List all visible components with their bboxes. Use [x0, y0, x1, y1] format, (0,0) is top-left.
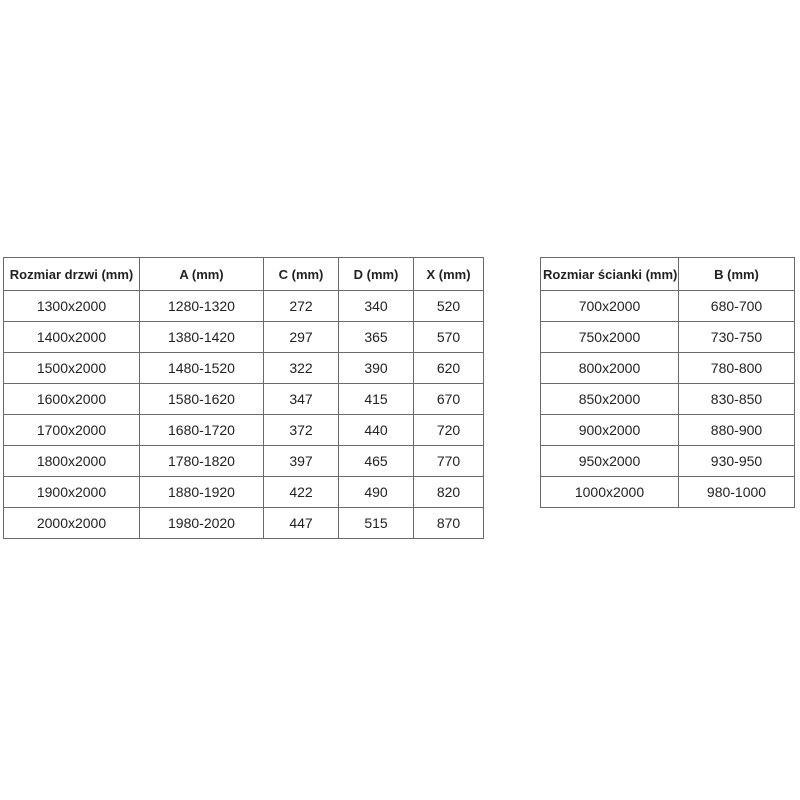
table-cell: 365: [339, 322, 414, 353]
table-cell: 670: [414, 384, 484, 415]
table-row: [4, 508, 484, 539]
column-header: C (mm): [264, 258, 339, 291]
table-row: [4, 291, 484, 322]
column-header: X (mm): [414, 258, 484, 291]
table-cell: 1600x2000: [4, 384, 140, 415]
table-cell: 720: [414, 415, 484, 446]
wall-size-table-body: [541, 291, 795, 508]
table-cell: 980-1000: [679, 477, 795, 508]
table-cell: 447: [264, 508, 339, 539]
table-cell: 440: [339, 415, 414, 446]
table-row: [541, 415, 795, 446]
table-cell: 1700x2000: [4, 415, 140, 446]
table-row: [541, 384, 795, 415]
wall-size-table-header: [541, 258, 795, 291]
table-cell: 422: [264, 477, 339, 508]
table-cell: 680-700: [679, 291, 795, 322]
table-cell: 1900x2000: [4, 477, 140, 508]
wall-size-table: [540, 257, 795, 508]
table-cell: 322: [264, 353, 339, 384]
table-row: [541, 353, 795, 384]
table-row: [541, 322, 795, 353]
table-cell: 1780-1820: [140, 446, 264, 477]
table-cell: 490: [339, 477, 414, 508]
table-cell: 2000x2000: [4, 508, 140, 539]
table-cell: 297: [264, 322, 339, 353]
table-row: [4, 415, 484, 446]
table-cell: 1680-1720: [140, 415, 264, 446]
table-cell: 1880-1920: [140, 477, 264, 508]
table-row: [4, 384, 484, 415]
table-cell: 730-750: [679, 322, 795, 353]
table-cell: 272: [264, 291, 339, 322]
table-cell: 1800x2000: [4, 446, 140, 477]
table-cell: 800x2000: [541, 353, 679, 384]
table-cell: 850x2000: [541, 384, 679, 415]
table-cell: 415: [339, 384, 414, 415]
table-cell: 870: [414, 508, 484, 539]
table-cell: 620: [414, 353, 484, 384]
door-size-table-body: [4, 291, 484, 539]
table-cell: 372: [264, 415, 339, 446]
table-row: [4, 446, 484, 477]
column-header: D (mm): [339, 258, 414, 291]
header-row: [4, 258, 484, 291]
table-cell: 950x2000: [541, 446, 679, 477]
table-row: [541, 446, 795, 477]
table-cell: 347: [264, 384, 339, 415]
table-cell: 700x2000: [541, 291, 679, 322]
column-header: Rozmiar ścianki (mm): [541, 258, 679, 291]
table-cell: 1580-1620: [140, 384, 264, 415]
table-row: [541, 291, 795, 322]
table-cell: 1500x2000: [4, 353, 140, 384]
table-cell: 1000x2000: [541, 477, 679, 508]
door-size-table-header: [4, 258, 484, 291]
table-cell: 1280-1320: [140, 291, 264, 322]
column-header: A (mm): [140, 258, 264, 291]
table-cell: 397: [264, 446, 339, 477]
table-cell: 770: [414, 446, 484, 477]
table-cell: 880-900: [679, 415, 795, 446]
table-cell: 390: [339, 353, 414, 384]
door-size-table: [3, 257, 484, 539]
table-cell: 780-800: [679, 353, 795, 384]
table-row: [541, 477, 795, 508]
table-cell: 1980-2020: [140, 508, 264, 539]
table-cell: 930-950: [679, 446, 795, 477]
table-row: [4, 477, 484, 508]
table-cell: 570: [414, 322, 484, 353]
column-header: B (mm): [679, 258, 795, 291]
table-row: [4, 353, 484, 384]
column-header: Rozmiar drzwi (mm): [4, 258, 140, 291]
table-cell: 1400x2000: [4, 322, 140, 353]
table-cell: 1380-1420: [140, 322, 264, 353]
table-cell: 1480-1520: [140, 353, 264, 384]
table-cell: 515: [339, 508, 414, 539]
table-cell: 340: [339, 291, 414, 322]
header-row: [541, 258, 795, 291]
table-cell: 820: [414, 477, 484, 508]
table-cell: 465: [339, 446, 414, 477]
table-cell: 1300x2000: [4, 291, 140, 322]
table-cell: 750x2000: [541, 322, 679, 353]
table-row: [4, 322, 484, 353]
table-cell: 830-850: [679, 384, 795, 415]
table-cell: 900x2000: [541, 415, 679, 446]
table-cell: 520: [414, 291, 484, 322]
